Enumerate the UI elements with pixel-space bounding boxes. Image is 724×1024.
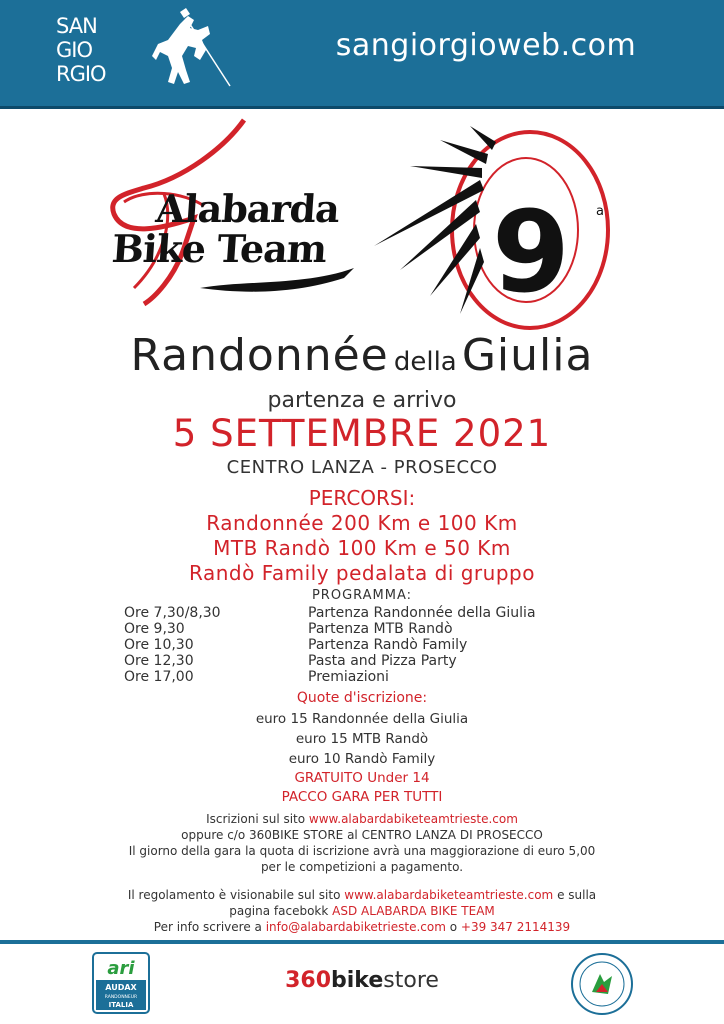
program-time: Ore 7,30/8,30 [124, 605, 221, 621]
logo-line-3: RGIO [56, 62, 106, 86]
program-event: Partenza Randò Family [308, 637, 468, 653]
edition-number: 9 [492, 188, 570, 318]
info-line [0, 812, 724, 826]
alabarda-text: Alabarda [154, 186, 341, 231]
fee-item: euro 15 MTB Randò [295, 731, 429, 747]
info-text: e sulla [553, 888, 597, 902]
header-divider [0, 106, 724, 109]
program-event: Pasta and Pizza Party [308, 653, 457, 669]
program-event: Partenza MTB Randò [308, 621, 453, 637]
fee-pack: PACCO GARA PER TUTTI [281, 789, 443, 805]
logo-line-1: SAN [56, 14, 97, 38]
program-row [124, 637, 644, 653]
store-number: 360 [285, 968, 332, 993]
route-item: Randonnée 200 Km e 100 Km [206, 511, 518, 535]
info-line: Il giorno della gara la quota di iscrizione avrà una maggiorazione di euro 5,00 [128, 844, 596, 858]
info-line: per le competizioni a pagamento. [260, 860, 464, 874]
email-link[interactable]: info@alabardabiketrieste.com [265, 920, 446, 934]
percorsi-heading: PERCORSI: [308, 486, 416, 510]
svg-text:AUDAX: AUDAX [105, 983, 137, 992]
info-text: Il regolamento è visionabile sul sito [127, 888, 345, 902]
info-text: pagina facebokk [229, 904, 333, 918]
event-place: CENTRO LANZA - PROSECCO [226, 457, 498, 478]
route-item: MTB Randò 100 Km e 50 Km [213, 536, 511, 560]
logo-line-2: GIO [56, 38, 92, 62]
event-title [0, 330, 724, 381]
bike-team-text: Bike Team [110, 226, 328, 271]
program-row [124, 605, 644, 621]
program-row [124, 621, 644, 637]
event-date: 5 SETTEMBRE 2021 [172, 412, 552, 455]
svg-text:ari: ari [107, 958, 135, 979]
facebook-link[interactable]: ASD ALABARDA BIKE TEAM [332, 904, 495, 918]
info-line: oppure c/o 360BIKE STORE al CENTRO LANZA DI PROSECCO [181, 828, 543, 842]
info-line [0, 904, 724, 918]
info-line [0, 888, 724, 902]
info-line [0, 920, 724, 934]
title-word-randonnee: Randonnée [130, 330, 389, 381]
info-text: o [445, 920, 461, 934]
header-bar [0, 0, 724, 106]
program-time: Ore 12,30 [124, 653, 194, 669]
horse-rider-logo-icon [150, 6, 236, 102]
program-row [124, 653, 644, 669]
title-word-giulia: Giulia [461, 330, 594, 381]
fee-item: euro 15 Randonnée della Giulia [255, 711, 469, 727]
route-item: Randò Family pedalata di gruppo [189, 561, 535, 585]
footer-divider [0, 940, 724, 944]
fee-free: GRATUITO Under 14 [294, 770, 430, 786]
svg-text:RANDONNEUR: RANDONNEUR [104, 995, 138, 1000]
sangiorgio-logo-text [56, 15, 136, 87]
svg-text:ITALIA: ITALIA [108, 1001, 134, 1009]
program-row [124, 669, 644, 685]
website-url[interactable]: sangiorgioweb.com [335, 28, 637, 63]
info-text: Per info scrivere a [153, 920, 266, 934]
edition-suffix: a [596, 204, 604, 219]
program-event: Premiazioni [308, 669, 389, 685]
website-link[interactable]: www.alabardabiketeamtrieste.com [308, 812, 518, 826]
store-bike: bike [331, 968, 384, 993]
sports-body-seal-icon [570, 952, 634, 1016]
store-rest: store [383, 968, 439, 993]
program-event: Partenza Randonnée della Giulia [308, 605, 536, 621]
fee-item: euro 10 Randò Family [288, 751, 436, 767]
program-time: Ore 10,30 [124, 637, 194, 653]
title-word-della: della [393, 347, 457, 377]
subtitle: partenza e arrivo [267, 388, 457, 413]
phone-link[interactable]: +39 347 2114139 [460, 920, 571, 934]
quote-heading: Quote d'iscrizione: [296, 690, 428, 706]
website-link[interactable]: www.alabardabiketeamtrieste.com [344, 888, 554, 902]
info-text: Iscrizioni sul sito [206, 812, 309, 826]
programma-heading: PROGRAMMA: [311, 588, 413, 603]
program-time: Ore 17,00 [124, 669, 194, 685]
program-time: Ore 9,30 [124, 621, 185, 637]
